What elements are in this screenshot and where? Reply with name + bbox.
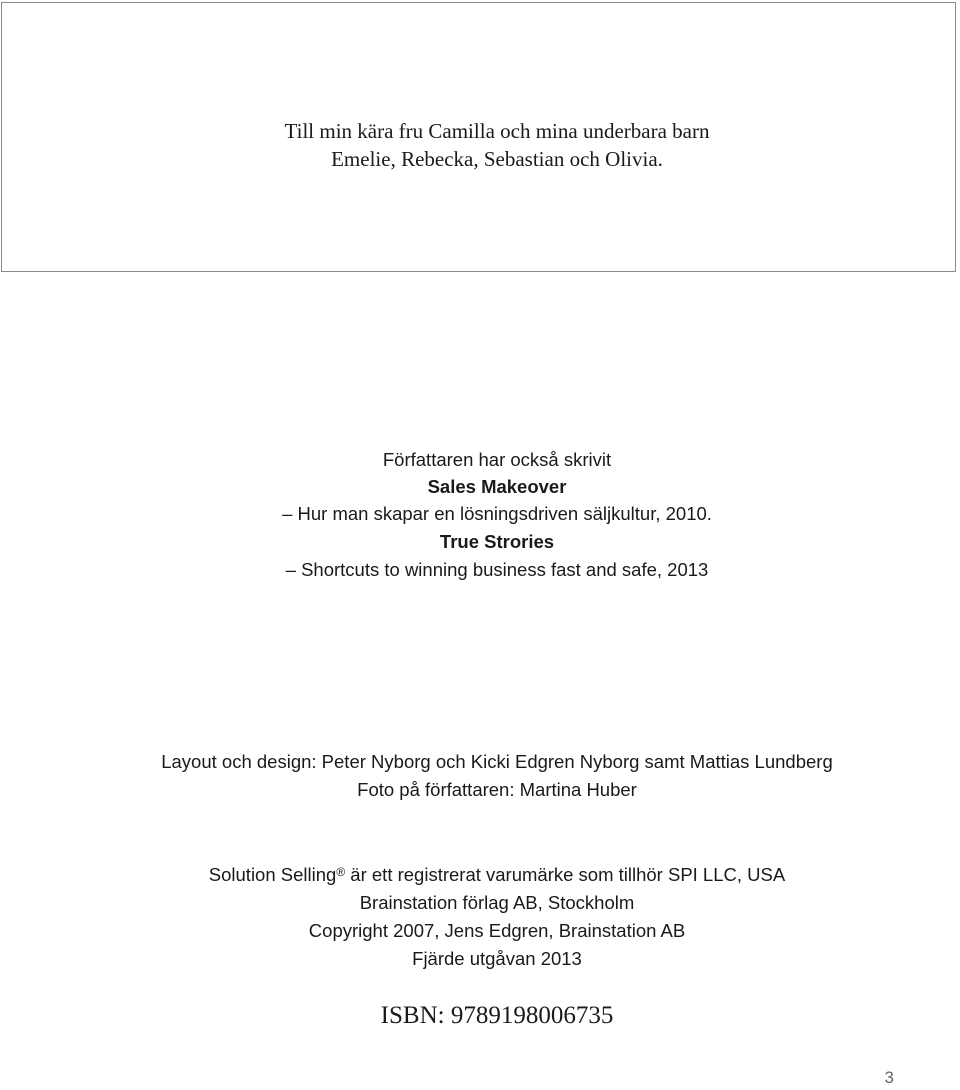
isbn: ISBN: 9789198006735 bbox=[380, 1002, 614, 1029]
page-number: 3 bbox=[884, 1068, 894, 1087]
photo-credit: Foto på författaren: Martina Huber bbox=[357, 779, 637, 800]
book-title-sales-makeover: Sales Makeover bbox=[427, 476, 567, 497]
trademark-rest: är ett registrerat varumärke som tillhör SPI LLC, USA bbox=[345, 864, 786, 885]
publisher: Brainstation förlag AB, Stockholm bbox=[359, 892, 635, 913]
edition: Fjärde utgåvan 2013 bbox=[412, 948, 582, 969]
trademark-notice bbox=[0, 858, 960, 889]
book-title-true-stories: True Strories bbox=[439, 531, 555, 552]
legal-info bbox=[0, 858, 960, 973]
registered-symbol: ® bbox=[336, 865, 346, 879]
design-credit: Layout och design: Peter Nyborg och Kicki Edgren Nyborg samt Mattias Lundberg bbox=[161, 751, 833, 772]
dedication-line-2: Emelie, Rebecka, Sebastian och Olivia. bbox=[331, 147, 663, 171]
copyright: Copyright 2007, Jens Edgren, Brainstation AB bbox=[308, 920, 686, 941]
trademark-name: Solution Selling bbox=[208, 864, 337, 885]
dedication-line-1: Till min kära fru Camilla och mina underbara barn bbox=[284, 119, 710, 143]
book-subtitle-sales-makeover: – Hur man skapar en lösningsdriven säljkultur, 2010. bbox=[282, 503, 712, 524]
credits bbox=[0, 748, 960, 804]
dedication bbox=[2, 117, 960, 173]
dedication-box bbox=[1, 2, 956, 272]
also-wrote-intro: Författaren har också skrivit bbox=[382, 449, 612, 470]
book-subtitle-true-stories: – Shortcuts to winning business fast and safe, 2013 bbox=[285, 559, 709, 580]
